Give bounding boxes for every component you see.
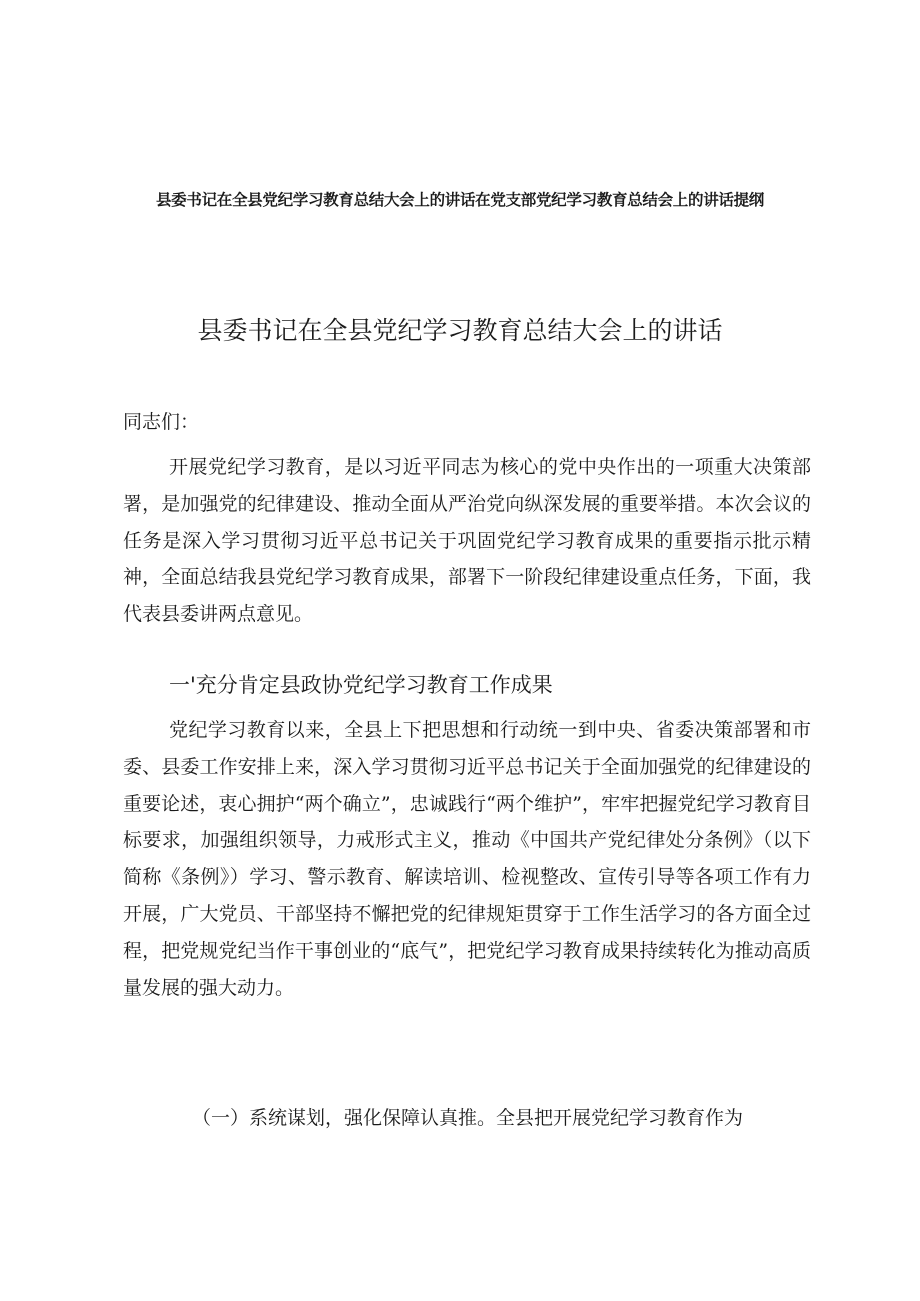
intro-paragraph: 开展党纪学习教育，是以习近平同志为核心的党中央作出的一项重大决策部署，是加强党的纪律建设、推动全面从严治党向纵深发展的重要举措。本次会议的任务是深入学习贯彻习近平总书记关于巩固党纪学习教育成果的重要指示批示精神，全面总结我县党纪学习教育成果，部署下一阶段纪律建设重点任务，下面，我代表县委讲两点意见。 [123, 456, 811, 626]
subsection-one-paragraph: （一）系统谋划，强化保障认真推。全县把开展党纪学习教育作为 [192, 1107, 744, 1129]
salutation: 同志们： [123, 411, 200, 433]
section-one-heading: 一'充分肯定县政协党纪学习教育工作成果 [169, 673, 553, 697]
section-one-paragraph: 党纪学习教育以来，全县上下把思想和行动统一到中央、省委决策部署和市委、县委工作安排上来，深入学习贯彻习近平总书记关于全面加强党的纪律建设的重要论述，衷心拥护“两个确立”，忠诚践行“两个维护”，牢牢把握党纪学习教育目标要求，加强组织领导，力戒形式主义，推动《中国共产党纪律处分条例》（以下简称《条例》）学习、警示教育、解读培训、检视整改、宣传引导等各项工作有力开展，广大党员、干部坚持不懈把党的纪律规矩贯穿于工作生活学习的各方面全过程，把党规党纪当作干事创业的“底气”，把党纪学习教育成果持续转化为推动高质量发展的强大动力。 [123, 719, 811, 999]
document-title: 县委书记在全县党纪学习教育总结大会上的讲话 [197, 316, 723, 345]
document-header: 县委书记在全县党纪学习教育总结大会上的讲话在党支部党纪学习教育总结会上的讲话提纲 [155, 191, 764, 209]
